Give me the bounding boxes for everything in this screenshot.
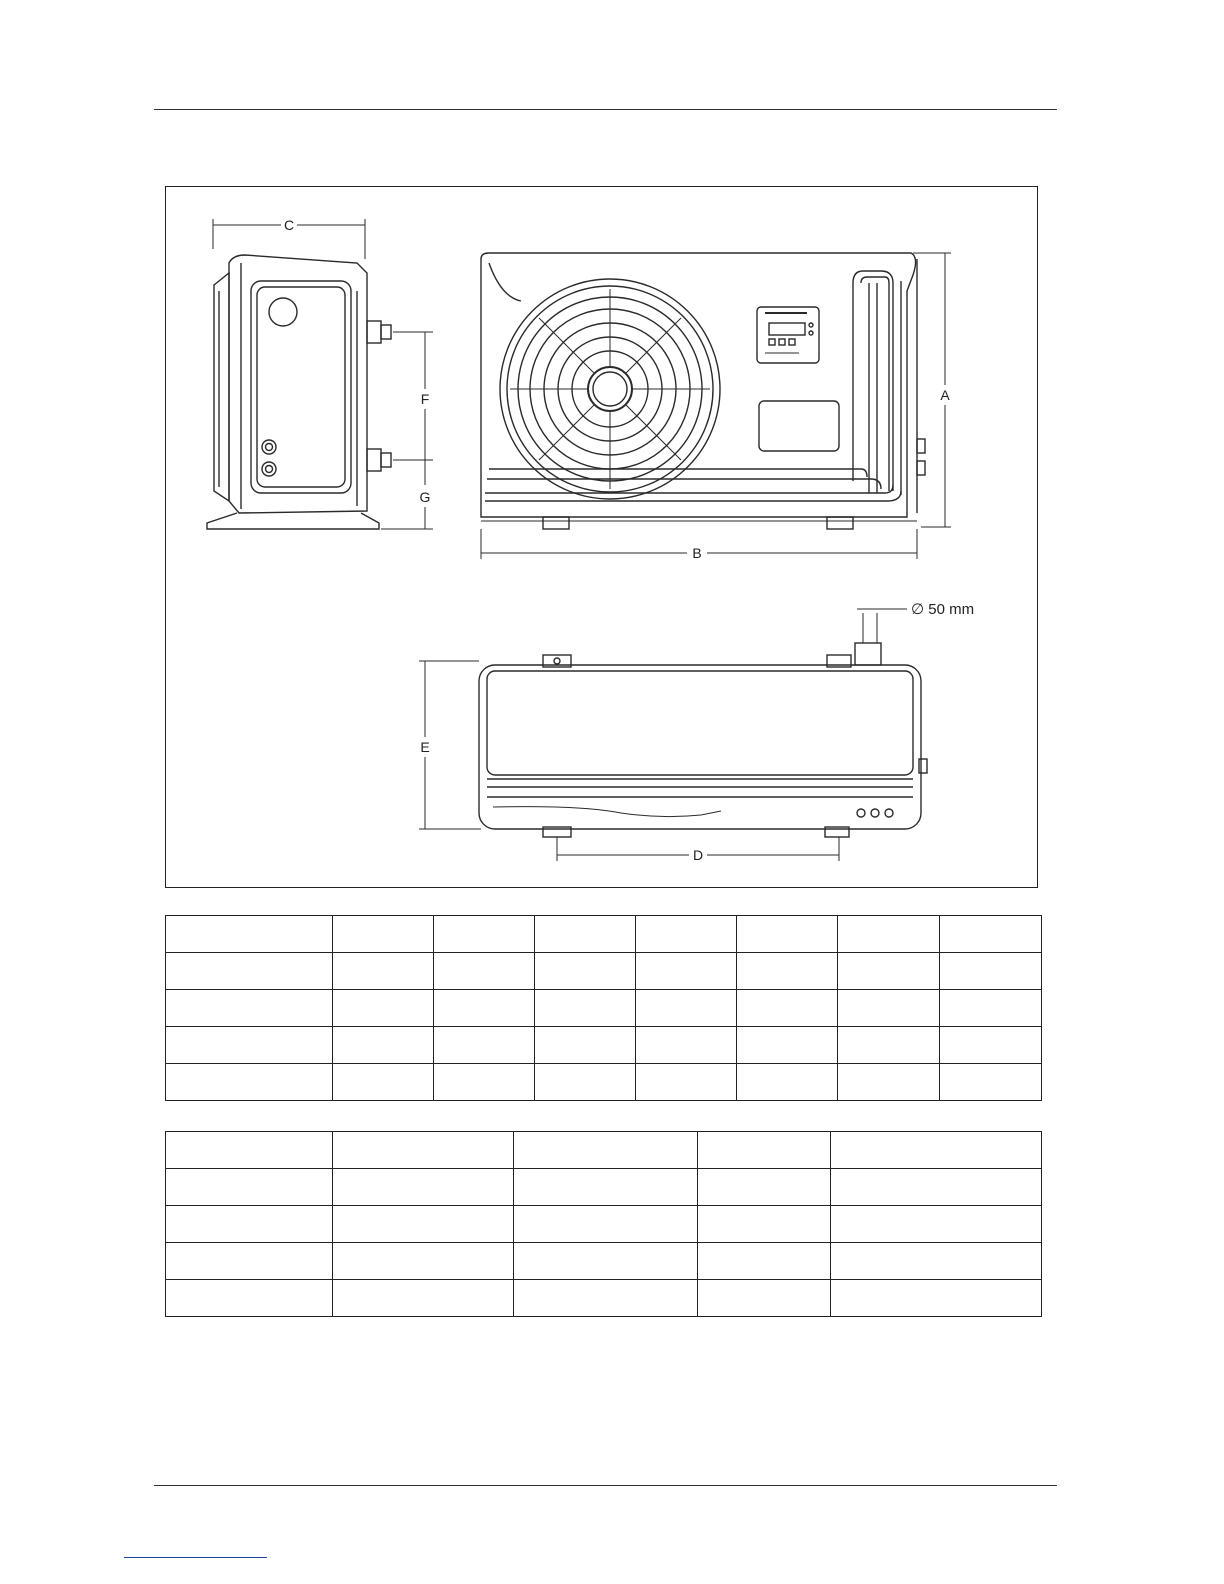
- dimensions-table-row: [166, 1064, 1042, 1101]
- specifications-table-cell: [514, 1169, 698, 1206]
- specifications-table-cell: [831, 1132, 1042, 1169]
- dimensions-table-cell: [535, 1027, 636, 1064]
- specifications-table-cell: [333, 1280, 514, 1317]
- dimensions-table-cell: [434, 953, 535, 990]
- dim-label-c: C: [283, 217, 295, 233]
- dimensions-table-cell: [333, 916, 434, 953]
- specifications-table-cell: [514, 1280, 698, 1317]
- dimensions-table-cell: [940, 1064, 1042, 1101]
- dimension-drawing: [166, 187, 1039, 889]
- dim-label-e: E: [420, 739, 430, 755]
- specifications-table-cell: [698, 1206, 831, 1243]
- dimensions-table-cell: [737, 916, 838, 953]
- specifications-table-cell: [166, 1132, 333, 1169]
- dimensions-table-cell: [434, 916, 535, 953]
- specifications-table-cell: [166, 1206, 333, 1243]
- dimensions-table-cell: [434, 990, 535, 1027]
- dim-label-a: A: [940, 387, 950, 403]
- dimensions-table-cell: [166, 1064, 333, 1101]
- dimensions-table-row: [166, 953, 1042, 990]
- dimensions-table-cell: [838, 916, 940, 953]
- specifications-table-row: [166, 1169, 1042, 1206]
- dimensions-table-cell: [838, 953, 940, 990]
- dimensions-table-cell: [737, 1027, 838, 1064]
- specifications-table-cell: [166, 1280, 333, 1317]
- dimensions-table-cell: [636, 916, 737, 953]
- dimensions-table-cell: [333, 1027, 434, 1064]
- dimensions-table-cell: [333, 990, 434, 1027]
- dimensions-table-cell: [166, 1027, 333, 1064]
- specifications-table-cell: [333, 1132, 514, 1169]
- dimensions-table-cell: [838, 1027, 940, 1064]
- specifications-table-cell: [831, 1243, 1042, 1280]
- specifications-table-body: [166, 1132, 1042, 1317]
- dimensions-table-cell: [737, 953, 838, 990]
- dimensions-table-cell: [333, 953, 434, 990]
- specifications-table-row: [166, 1206, 1042, 1243]
- dimensions-table-cell: [434, 1064, 535, 1101]
- specifications-table-cell: [698, 1280, 831, 1317]
- specifications-table-cell: [831, 1169, 1042, 1206]
- specifications-table-cell: [698, 1132, 831, 1169]
- dimensions-table-cell: [166, 990, 333, 1027]
- dimensions-table-cell: [737, 990, 838, 1027]
- specifications-table-cell: [831, 1280, 1042, 1317]
- dimensions-table-cell: [636, 1064, 737, 1101]
- specifications-table-row: [166, 1243, 1042, 1280]
- dimensions-table-row: [166, 990, 1042, 1027]
- front-view: [481, 253, 951, 559]
- dimensions-table-cell: [166, 953, 333, 990]
- specifications-table-cell: [333, 1206, 514, 1243]
- dimensions-table-cell: [535, 1064, 636, 1101]
- dimensions-table-cell: [535, 916, 636, 953]
- specifications-table-cell: [166, 1169, 333, 1206]
- dimensions-table-cell: [940, 990, 1042, 1027]
- specifications-table-cell: [514, 1206, 698, 1243]
- specifications-table-cell: [333, 1169, 514, 1206]
- dim-label-d: D: [692, 847, 704, 863]
- dim-label-f: F: [420, 391, 430, 407]
- dimensions-table-cell: [333, 1064, 434, 1101]
- dimensions-table-cell: [636, 990, 737, 1027]
- specifications-table-cell: [514, 1132, 698, 1169]
- dim-label-b: B: [692, 545, 702, 561]
- dimensions-table-cell: [636, 1027, 737, 1064]
- specifications-table-cell: [698, 1243, 831, 1280]
- dimensions-table-cell: [166, 916, 333, 953]
- dimensions-table-row: [166, 1027, 1042, 1064]
- side-view: [207, 219, 433, 529]
- specifications-table: [165, 1131, 1042, 1317]
- dimensions-table-cell: [535, 953, 636, 990]
- dimensions-table-cell: [940, 916, 1042, 953]
- specifications-table-row: [166, 1132, 1042, 1169]
- dimensions-table-cell: [636, 953, 737, 990]
- specifications-table-cell: [698, 1169, 831, 1206]
- dimensions-table-cell: [838, 990, 940, 1027]
- specifications-table-cell: [333, 1243, 514, 1280]
- specifications-table-row: [166, 1280, 1042, 1317]
- dimensions-table-row: [166, 916, 1042, 953]
- dimensions-table: [165, 915, 1042, 1101]
- dimensions-table-cell: [535, 990, 636, 1027]
- pipe-diameter-note: ∅ 50 mm: [911, 601, 975, 618]
- dimensions-table-cell: [940, 953, 1042, 990]
- header-rule: [154, 109, 1057, 110]
- footer-rule: [154, 1485, 1057, 1486]
- dimensions-table-cell: [434, 1027, 535, 1064]
- dimension-figure: [165, 186, 1038, 888]
- top-view: [419, 609, 927, 861]
- dimensions-table-cell: [838, 1064, 940, 1101]
- dimensions-table-cell: [940, 1027, 1042, 1064]
- specifications-table-cell: [514, 1243, 698, 1280]
- dim-label-g: G: [419, 489, 431, 505]
- specifications-table-cell: [166, 1243, 333, 1280]
- dimensions-table-body: [166, 916, 1042, 1101]
- specifications-table-cell: [831, 1206, 1042, 1243]
- dimensions-table-cell: [737, 1064, 838, 1101]
- footer-link-underline: [124, 1557, 267, 1558]
